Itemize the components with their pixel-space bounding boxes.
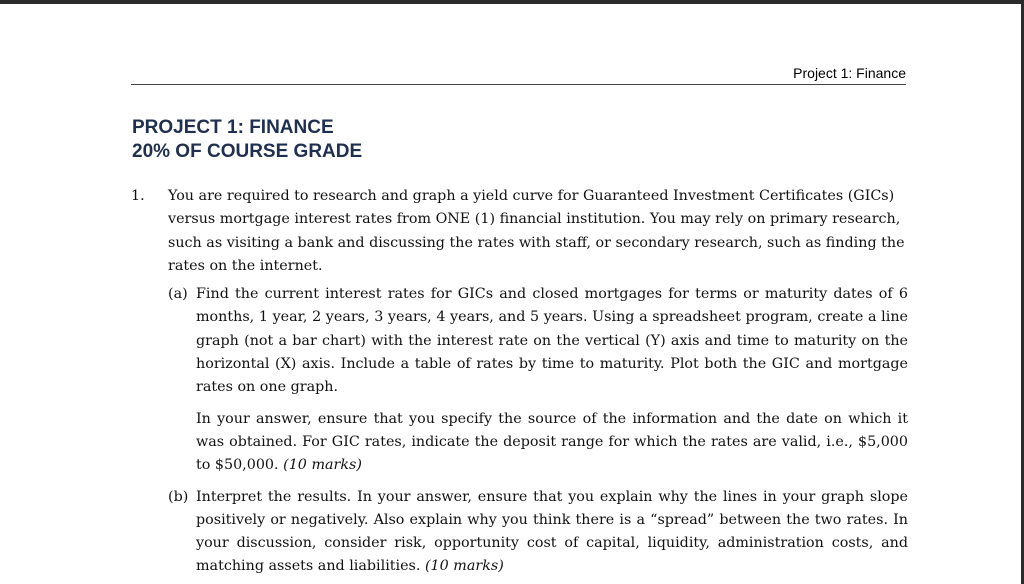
part-a [168,283,908,477]
part-b-text: Interpret the results. In your answer, ensure that you explain why the lines in your graph slope positively or negatively. Also explain why you think there is a “spread” between the two rates. In your discussion, consider risk, opportunity cost of capital, liquidity, administration costs, and matching assets and liabilities. [196,488,908,575]
question-1 [131,185,911,579]
page-title [132,116,362,164]
part-b-label: (b) [168,488,189,505]
part-a-text-2: In your answer, ensure that you specify the source of the information and the date on which it was obtained. For GIC rates, indicate the deposit range for which the rates are valid, i.e., $5,000 to $50,000. [196,410,908,474]
running-header [131,66,906,85]
part-b-marks: (10 marks) [424,558,504,575]
part-a-label: (a) [168,286,188,303]
question-number: 1. [131,188,145,204]
part-a-marks: (10 marks) [283,457,362,474]
part-b-paragraph [196,486,908,579]
part-b [168,486,908,579]
title-line-1: PROJECT 1: FINANCE [132,117,334,138]
title-line-2: 20% OF COURSE GRADE [132,141,363,162]
question-stem: You are required to research and graph a yield curve for Guaranteed Investment Certificates (GICs) versus mortgage interest rates from ONE (1) financial institution. You may rely on primary research, such as visiting a bank and discussing the rates with staff, or secondary research, such as finding the rates on the internet. [168,188,905,274]
running-header-title: Project 1: Finance [793,65,906,81]
part-a-text: Find the current interest rates for GICs and closed mortgages for terms or maturity dates of 6 months, 1 year, 2 years, 3 years, 4 years, and 5 years. Using a spreadsheet program, create a line graph (not a bar chart) with the interest rate on the vertical (Y) axis and time to maturity on the horizontal (X) axis. Include a table of rates by time to maturity. Plot both the GIC and mortgage rates on one graph. [196,286,908,396]
question-body [168,185,908,579]
part-a-paragraph-2 [196,408,908,478]
